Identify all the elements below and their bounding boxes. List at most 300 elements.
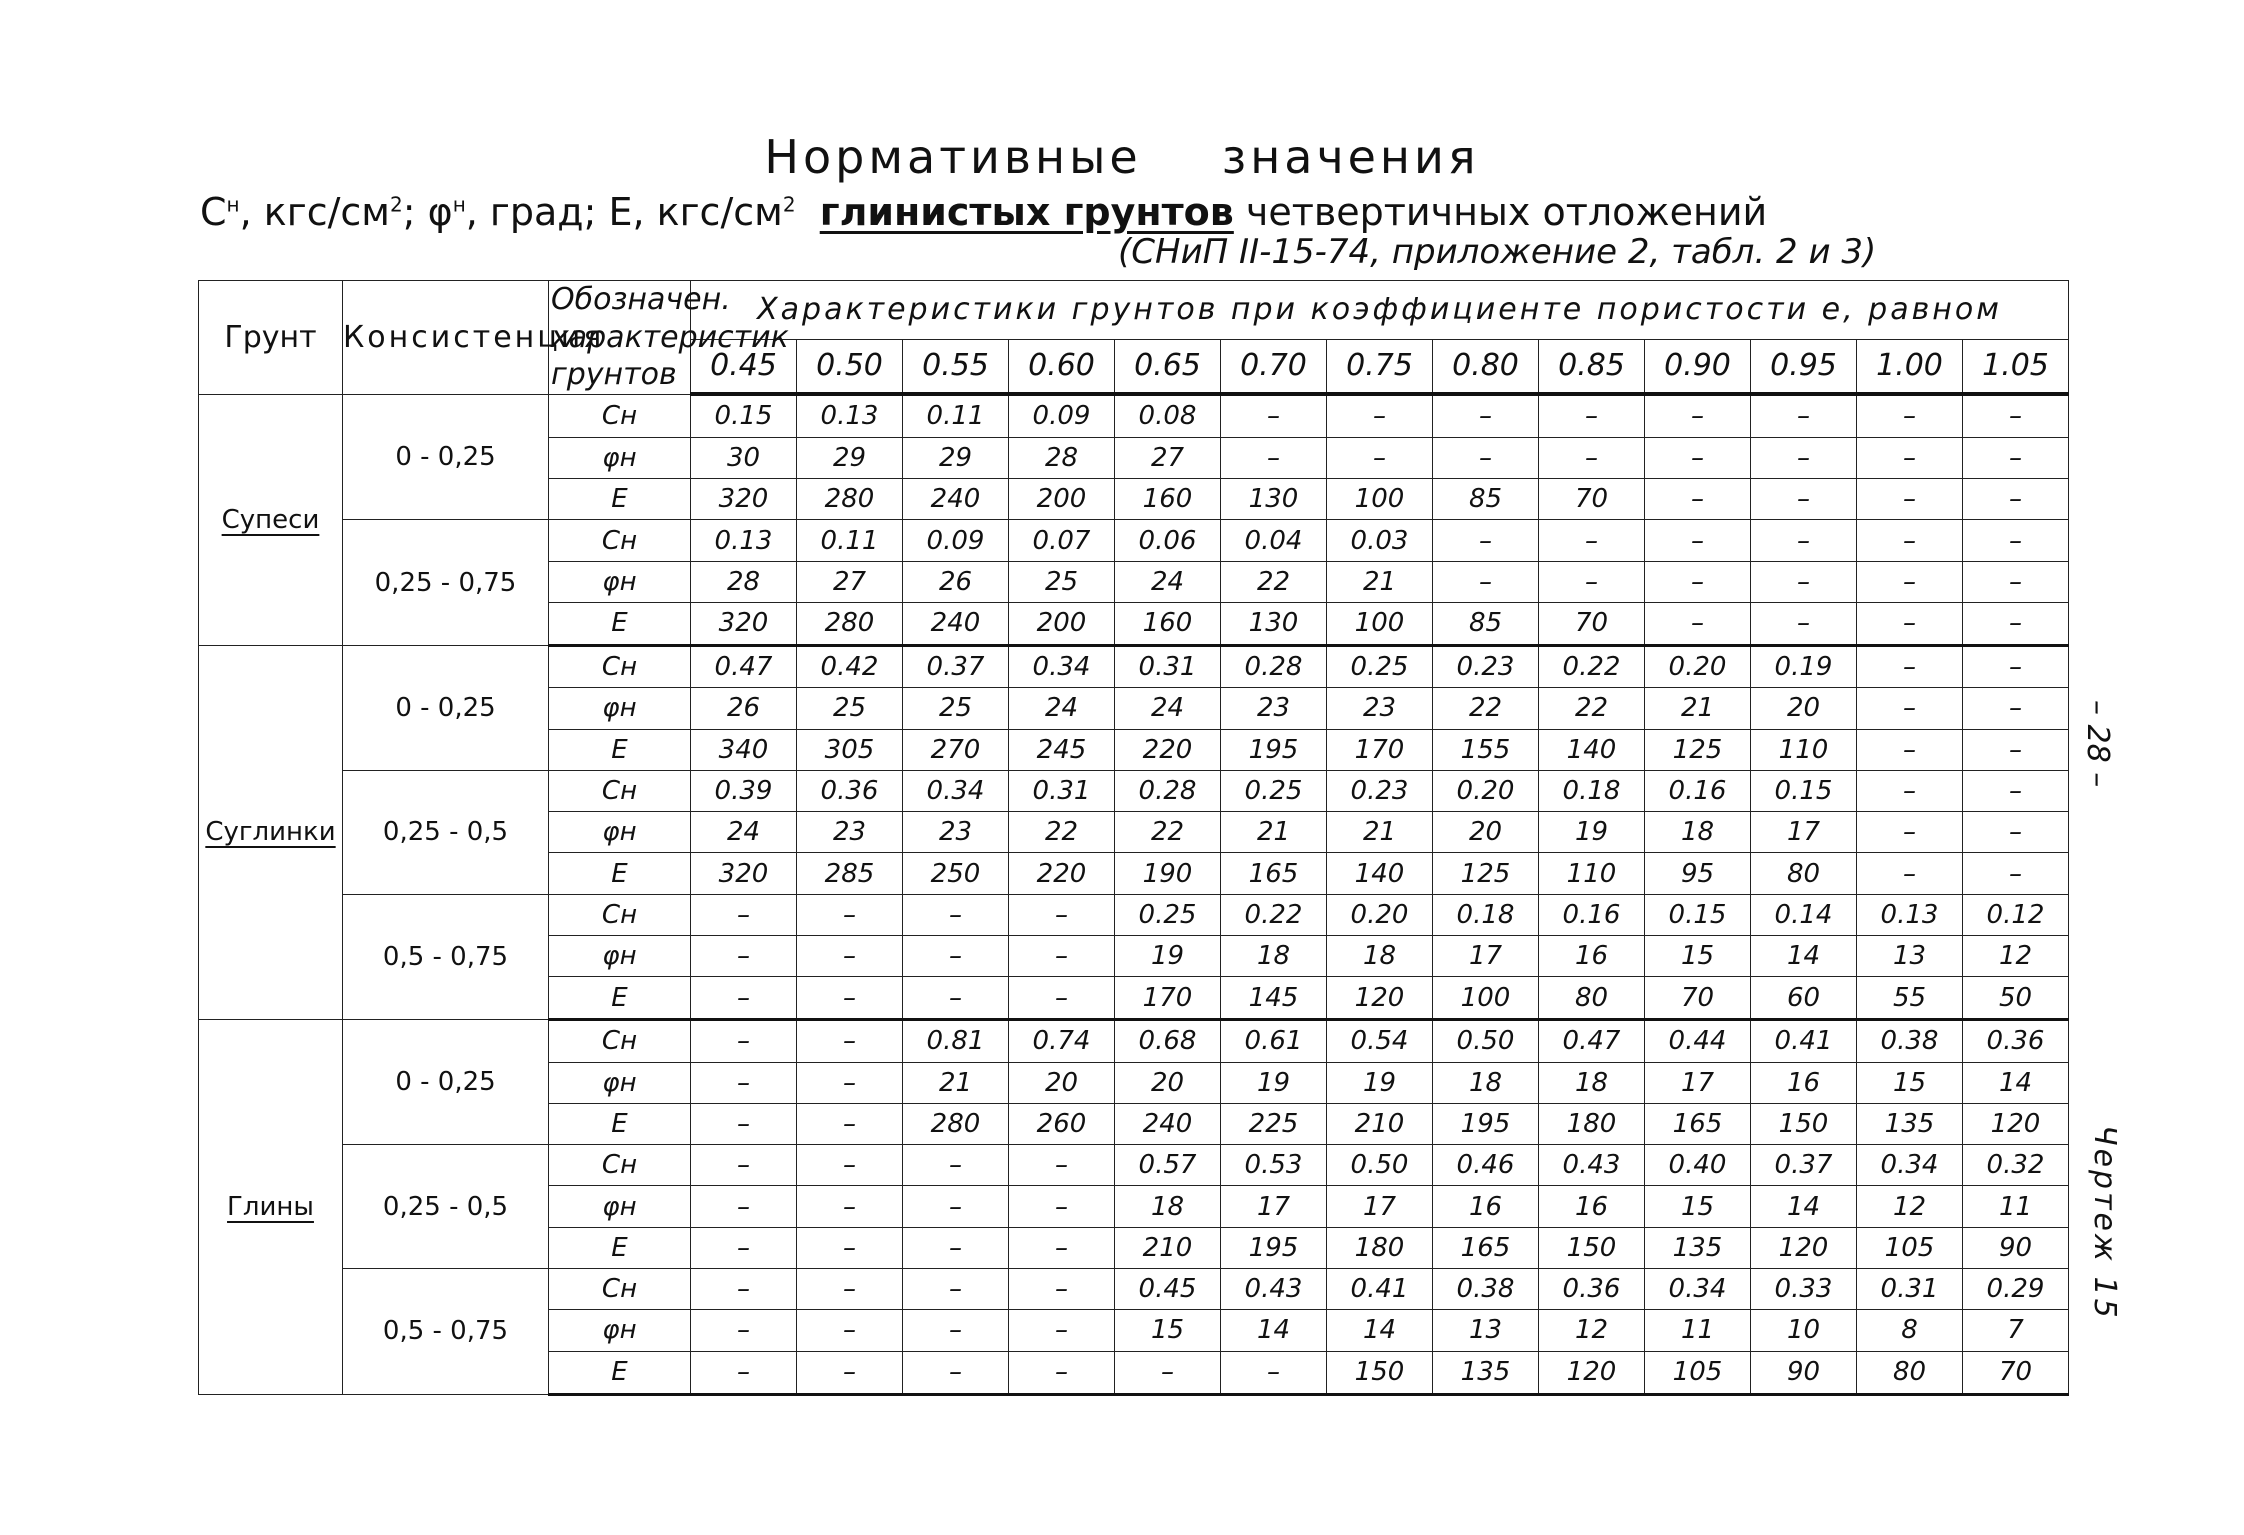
value-cell: 17 <box>1645 1062 1751 1103</box>
value-cell: 15 <box>1857 1062 1963 1103</box>
value-cell: – <box>691 1103 797 1144</box>
value-cell: 0.41 <box>1751 1019 1857 1062</box>
value-cell: 0.18 <box>1433 894 1539 935</box>
value-cell: 22 <box>1115 812 1221 853</box>
value-cell: 0.34 <box>1645 1269 1751 1310</box>
value-cell: 24 <box>1115 688 1221 729</box>
value-cell: 0.23 <box>1433 645 1539 688</box>
value-cell: – <box>691 1227 797 1268</box>
value-cell: 21 <box>1327 561 1433 602</box>
value-cell: – <box>1963 520 2069 561</box>
value-cell: 0.15 <box>1645 894 1751 935</box>
value-cell: 0.37 <box>1751 1145 1857 1186</box>
value-cell: 0.46 <box>1433 1145 1539 1186</box>
value-cell: 21 <box>1327 812 1433 853</box>
value-cell: 0.07 <box>1009 520 1115 561</box>
value-cell: 28 <box>691 561 797 602</box>
value-cell: 18 <box>1115 1186 1221 1227</box>
value-cell: 250 <box>903 853 1009 894</box>
c-label: С <box>200 190 227 234</box>
value-cell: – <box>1539 520 1645 561</box>
value-cell: – <box>1857 394 1963 437</box>
value-cell: 0.37 <box>903 645 1009 688</box>
value-cell: 245 <box>1009 729 1115 770</box>
value-cell: 19 <box>1327 1062 1433 1103</box>
title-part-2: значения <box>1221 130 1480 184</box>
value-cell: – <box>1751 437 1857 478</box>
value-cell: – <box>691 1269 797 1310</box>
value-cell: 140 <box>1539 729 1645 770</box>
value-cell: 240 <box>1115 1103 1221 1144</box>
value-cell: – <box>1857 688 1963 729</box>
value-cell: – <box>1857 853 1963 894</box>
value-cell: – <box>797 977 903 1020</box>
value-cell: 70 <box>1645 977 1751 1020</box>
value-cell: – <box>691 894 797 935</box>
value-cell: 18 <box>1539 1062 1645 1103</box>
value-cell: 25 <box>903 688 1009 729</box>
value-cell: 80 <box>1751 853 1857 894</box>
value-cell: 11 <box>1645 1310 1751 1351</box>
value-cell: 12 <box>1963 936 2069 977</box>
value-cell: 24 <box>1115 561 1221 602</box>
value-cell: 170 <box>1327 729 1433 770</box>
value-cell: 95 <box>1645 853 1751 894</box>
value-cell: 120 <box>1963 1103 2069 1144</box>
value-cell: – <box>1645 479 1751 520</box>
porosity-header: 1.00 <box>1857 339 1963 394</box>
value-cell: 195 <box>1221 729 1327 770</box>
value-cell: 280 <box>797 479 903 520</box>
value-cell: 7 <box>1963 1310 2069 1351</box>
consistency-range: 0 - 0,25 <box>343 1019 549 1144</box>
value-cell: 0.54 <box>1327 1019 1433 1062</box>
value-cell: 0.42 <box>797 645 903 688</box>
value-cell: 220 <box>1115 729 1221 770</box>
value-cell: 23 <box>903 812 1009 853</box>
value-cell: – <box>1963 770 2069 811</box>
value-cell: – <box>1963 853 2069 894</box>
porosity-header: 0.60 <box>1009 339 1115 394</box>
porosity-header: 0.50 <box>797 339 903 394</box>
value-cell: 0.33 <box>1751 1269 1857 1310</box>
value-cell: 0.31 <box>1009 770 1115 811</box>
value-cell: 0.20 <box>1645 645 1751 688</box>
value-cell: 16 <box>1751 1062 1857 1103</box>
value-cell: 280 <box>903 1103 1009 1144</box>
property-symbol: Сн <box>549 394 691 437</box>
value-cell: 135 <box>1645 1227 1751 1268</box>
value-cell: 20 <box>1115 1062 1221 1103</box>
value-cell: – <box>797 936 903 977</box>
value-cell: 14 <box>1963 1062 2069 1103</box>
table-row <box>199 1269 2069 1310</box>
value-cell: 24 <box>691 812 797 853</box>
value-cell: 320 <box>691 479 797 520</box>
value-cell: – <box>1009 894 1115 935</box>
value-cell: 100 <box>1327 479 1433 520</box>
value-cell: 180 <box>1539 1103 1645 1144</box>
value-cell: 0.38 <box>1857 1019 1963 1062</box>
value-cell: 14 <box>1751 936 1857 977</box>
value-cell: 0.20 <box>1327 894 1433 935</box>
value-cell: 26 <box>691 688 797 729</box>
value-cell: – <box>1539 394 1645 437</box>
value-cell: 130 <box>1221 602 1327 645</box>
value-cell: 13 <box>1433 1310 1539 1351</box>
value-cell: 14 <box>1221 1310 1327 1351</box>
value-cell: – <box>1857 520 1963 561</box>
value-cell: 14 <box>1327 1310 1433 1351</box>
value-cell: 23 <box>1327 688 1433 729</box>
value-cell: 0.14 <box>1751 894 1857 935</box>
value-cell: 0.36 <box>1539 1269 1645 1310</box>
value-cell: 20 <box>1433 812 1539 853</box>
value-cell: 0.16 <box>1645 770 1751 811</box>
value-cell: – <box>797 1227 903 1268</box>
porosity-header: 0.45 <box>691 339 797 394</box>
value-cell: 180 <box>1327 1227 1433 1268</box>
value-cell: 0.31 <box>1115 645 1221 688</box>
value-cell: – <box>797 1062 903 1103</box>
table-row <box>199 520 2069 561</box>
consistency-range: 0,5 - 0,75 <box>343 1269 549 1394</box>
value-cell: 0.32 <box>1963 1145 2069 1186</box>
value-cell: – <box>1327 394 1433 437</box>
value-cell: 60 <box>1751 977 1857 1020</box>
value-cell: 120 <box>1539 1351 1645 1394</box>
porosity-header: 0.95 <box>1751 339 1857 394</box>
value-cell: 0.34 <box>1857 1145 1963 1186</box>
table-row <box>199 770 2069 811</box>
value-cell: 0.03 <box>1327 520 1433 561</box>
value-cell: 16 <box>1433 1186 1539 1227</box>
value-cell: – <box>1751 479 1857 520</box>
c-units: , кгс/см <box>239 190 390 234</box>
value-cell: 0.47 <box>691 645 797 688</box>
value-cell: 70 <box>1539 479 1645 520</box>
property-symbol: Сн <box>549 1019 691 1062</box>
value-cell: 260 <box>1009 1103 1115 1144</box>
value-cell: 0.15 <box>691 394 797 437</box>
subtitle-rest: четвертичных отложений <box>1245 190 1768 234</box>
table-row <box>199 1019 2069 1062</box>
value-cell: 30 <box>691 437 797 478</box>
value-cell: 18 <box>1433 1062 1539 1103</box>
value-cell: 17 <box>1751 812 1857 853</box>
value-cell: – <box>1539 437 1645 478</box>
phi-sup: н <box>452 192 466 217</box>
value-cell: 270 <box>903 729 1009 770</box>
value-cell: 8 <box>1857 1310 1963 1351</box>
value-cell: 25 <box>797 688 903 729</box>
value-cell: 100 <box>1327 602 1433 645</box>
value-cell: 100 <box>1433 977 1539 1020</box>
c-sup: н <box>226 192 240 217</box>
value-cell: – <box>1115 1351 1221 1394</box>
property-symbol: Е <box>549 602 691 645</box>
value-cell: 0.41 <box>1327 1269 1433 1310</box>
value-cell: 0.25 <box>1115 894 1221 935</box>
soil-name: Суглинки <box>199 645 343 1019</box>
value-cell: 0.43 <box>1539 1145 1645 1186</box>
value-cell: – <box>797 1269 903 1310</box>
value-cell: 0.39 <box>691 770 797 811</box>
value-cell: 0.28 <box>1221 645 1327 688</box>
value-cell: 0.13 <box>691 520 797 561</box>
value-cell: 0.19 <box>1751 645 1857 688</box>
property-symbol: φн <box>549 561 691 602</box>
value-cell: 18 <box>1645 812 1751 853</box>
value-cell: 320 <box>691 853 797 894</box>
value-cell: – <box>1963 688 2069 729</box>
value-cell: 70 <box>1539 602 1645 645</box>
value-cell: 80 <box>1539 977 1645 1020</box>
value-cell: – <box>1857 479 1963 520</box>
value-cell: 285 <box>797 853 903 894</box>
value-cell: – <box>1645 394 1751 437</box>
value-cell: 0.74 <box>1009 1019 1115 1062</box>
value-cell: – <box>1645 561 1751 602</box>
table-row <box>199 645 2069 688</box>
value-cell: 170 <box>1115 977 1221 1020</box>
value-cell: – <box>1009 1227 1115 1268</box>
value-cell: 0.47 <box>1539 1019 1645 1062</box>
value-cell: – <box>691 977 797 1020</box>
subtitle-underlined: глинистых грунтов <box>819 190 1234 234</box>
value-cell: 90 <box>1963 1227 2069 1268</box>
value-cell: 0.38 <box>1433 1269 1539 1310</box>
value-cell: – <box>797 1186 903 1227</box>
value-cell: 28 <box>1009 437 1115 478</box>
value-cell: – <box>1645 437 1751 478</box>
value-cell: – <box>1327 437 1433 478</box>
value-cell: 0.12 <box>1963 894 2069 935</box>
porosity-header: 0.90 <box>1645 339 1751 394</box>
value-cell: 50 <box>1963 977 2069 1020</box>
header-soil: Грунт <box>199 281 343 395</box>
value-cell: 29 <box>797 437 903 478</box>
soil-properties-table <box>198 280 2069 1396</box>
value-cell: 25 <box>1009 561 1115 602</box>
value-cell: 145 <box>1221 977 1327 1020</box>
value-cell: 110 <box>1751 729 1857 770</box>
value-cell: – <box>1433 437 1539 478</box>
value-cell: – <box>1009 936 1115 977</box>
title-part-1: Нормативные <box>764 130 1142 184</box>
value-cell: – <box>903 1310 1009 1351</box>
value-cell: – <box>1221 437 1327 478</box>
value-cell: 125 <box>1433 853 1539 894</box>
value-cell: 17 <box>1327 1186 1433 1227</box>
header-designation: Обозначен. характеристик грунтов <box>549 281 691 395</box>
value-cell: – <box>1751 602 1857 645</box>
value-cell: 18 <box>1327 936 1433 977</box>
value-cell: – <box>1857 561 1963 602</box>
value-cell: 210 <box>1115 1227 1221 1268</box>
value-cell: – <box>903 936 1009 977</box>
value-cell: 200 <box>1009 602 1115 645</box>
property-symbol: Е <box>549 1227 691 1268</box>
value-cell: – <box>1009 1269 1115 1310</box>
property-symbol: φн <box>549 1310 691 1351</box>
value-cell: 160 <box>1115 602 1221 645</box>
value-cell: 135 <box>1433 1351 1539 1394</box>
page-title <box>0 130 2244 184</box>
value-cell: – <box>1009 1145 1115 1186</box>
value-cell: 110 <box>1539 853 1645 894</box>
value-cell: 19 <box>1221 1062 1327 1103</box>
value-cell: 0.81 <box>903 1019 1009 1062</box>
value-cell: 0.08 <box>1115 394 1221 437</box>
value-cell: 80 <box>1857 1351 1963 1394</box>
value-cell: 0.25 <box>1327 645 1433 688</box>
value-cell: 0.44 <box>1645 1019 1751 1062</box>
value-cell: 165 <box>1645 1103 1751 1144</box>
value-cell: 13 <box>1857 936 1963 977</box>
phi-units: , град; <box>465 190 597 234</box>
value-cell: 27 <box>1115 437 1221 478</box>
value-cell: – <box>1009 1186 1115 1227</box>
property-symbol: Сн <box>549 1145 691 1186</box>
value-cell: 18 <box>1221 936 1327 977</box>
value-cell: 0.36 <box>1963 1019 2069 1062</box>
value-cell: 0.68 <box>1115 1019 1221 1062</box>
value-cell: – <box>691 1186 797 1227</box>
value-cell: 16 <box>1539 1186 1645 1227</box>
value-cell: 15 <box>1645 936 1751 977</box>
table-row <box>199 1145 2069 1186</box>
value-cell: – <box>1963 561 2069 602</box>
figure-label: Чертеж 15 <box>2087 1125 2122 1321</box>
value-cell: 140 <box>1327 853 1433 894</box>
value-cell: 10 <box>1751 1310 1857 1351</box>
value-cell: 225 <box>1221 1103 1327 1144</box>
value-cell: – <box>691 1310 797 1351</box>
value-cell: – <box>1009 1351 1115 1394</box>
value-cell: 15 <box>1645 1186 1751 1227</box>
e-sq: 2 <box>782 192 796 217</box>
porosity-header: 0.75 <box>1327 339 1433 394</box>
value-cell: 21 <box>903 1062 1009 1103</box>
value-cell: – <box>797 1145 903 1186</box>
value-cell: 55 <box>1857 977 1963 1020</box>
property-symbol: Е <box>549 729 691 770</box>
value-cell: 105 <box>1857 1227 1963 1268</box>
value-cell: – <box>903 1186 1009 1227</box>
value-cell: 22 <box>1009 812 1115 853</box>
value-cell: 120 <box>1327 977 1433 1020</box>
value-cell: – <box>1645 520 1751 561</box>
property-symbol: Сн <box>549 770 691 811</box>
value-cell: – <box>691 1062 797 1103</box>
value-cell: 15 <box>1115 1310 1221 1351</box>
porosity-header: 0.85 <box>1539 339 1645 394</box>
value-cell: 240 <box>903 479 1009 520</box>
value-cell: – <box>1433 520 1539 561</box>
consistency-range: 0 - 0,25 <box>343 645 549 770</box>
value-cell: 12 <box>1857 1186 1963 1227</box>
value-cell: 165 <box>1221 853 1327 894</box>
value-cell: 0.13 <box>1857 894 1963 935</box>
consistency-range: 0,25 - 0,5 <box>343 1145 549 1269</box>
c-sq: 2 <box>389 192 403 217</box>
value-cell: – <box>691 1145 797 1186</box>
value-cell: 240 <box>903 602 1009 645</box>
consistency-range: 0,5 - 0,75 <box>343 894 549 1019</box>
value-cell: – <box>903 977 1009 1020</box>
property-symbol: Е <box>549 479 691 520</box>
value-cell: – <box>691 936 797 977</box>
value-cell: 0.23 <box>1327 770 1433 811</box>
value-cell: 220 <box>1009 853 1115 894</box>
property-symbol: φн <box>549 1062 691 1103</box>
value-cell: 120 <box>1751 1227 1857 1268</box>
value-cell: 0.34 <box>903 770 1009 811</box>
value-cell: – <box>1751 561 1857 602</box>
value-cell: 0.29 <box>1963 1269 2069 1310</box>
value-cell: 0.57 <box>1115 1145 1221 1186</box>
value-cell: 0.09 <box>903 520 1009 561</box>
value-cell: 26 <box>903 561 1009 602</box>
value-cell: – <box>797 1103 903 1144</box>
value-cell: 195 <box>1221 1227 1327 1268</box>
value-cell: 23 <box>1221 688 1327 729</box>
value-cell: 16 <box>1539 936 1645 977</box>
value-cell: 0.40 <box>1645 1145 1751 1186</box>
value-cell: 125 <box>1645 729 1751 770</box>
value-cell: – <box>1433 394 1539 437</box>
value-cell: 0.16 <box>1539 894 1645 935</box>
value-cell: 155 <box>1433 729 1539 770</box>
value-cell: 0.53 <box>1221 1145 1327 1186</box>
value-cell: 70 <box>1963 1351 2069 1394</box>
value-cell: – <box>903 1351 1009 1394</box>
value-cell: – <box>691 1351 797 1394</box>
value-cell: – <box>1751 520 1857 561</box>
value-cell: – <box>797 894 903 935</box>
value-cell: 22 <box>1539 688 1645 729</box>
value-cell: – <box>1645 602 1751 645</box>
value-cell: 105 <box>1645 1351 1751 1394</box>
value-cell: – <box>1963 645 2069 688</box>
value-cell: 0.36 <box>797 770 903 811</box>
value-cell: – <box>1857 645 1963 688</box>
property-symbol: Сн <box>549 894 691 935</box>
value-cell: 135 <box>1857 1103 1963 1144</box>
value-cell: – <box>903 1269 1009 1310</box>
value-cell: 210 <box>1327 1103 1433 1144</box>
property-symbol: Е <box>549 853 691 894</box>
phi-label: φ <box>427 190 453 234</box>
value-cell: – <box>1857 437 1963 478</box>
consistency-range: 0 - 0,25 <box>343 394 549 520</box>
value-cell: – <box>903 894 1009 935</box>
value-cell: 14 <box>1751 1186 1857 1227</box>
consistency-range: 0,25 - 0,5 <box>343 770 549 894</box>
value-cell: 90 <box>1751 1351 1857 1394</box>
value-cell: 0.34 <box>1009 645 1115 688</box>
value-cell: 22 <box>1221 561 1327 602</box>
header-consistency: Консистенция <box>343 281 549 395</box>
value-cell: 20 <box>1009 1062 1115 1103</box>
value-cell: – <box>1221 1351 1327 1394</box>
value-cell: 150 <box>1327 1351 1433 1394</box>
value-cell: 150 <box>1751 1103 1857 1144</box>
value-cell: – <box>903 1145 1009 1186</box>
value-cell: – <box>1539 561 1645 602</box>
value-cell: – <box>1751 394 1857 437</box>
